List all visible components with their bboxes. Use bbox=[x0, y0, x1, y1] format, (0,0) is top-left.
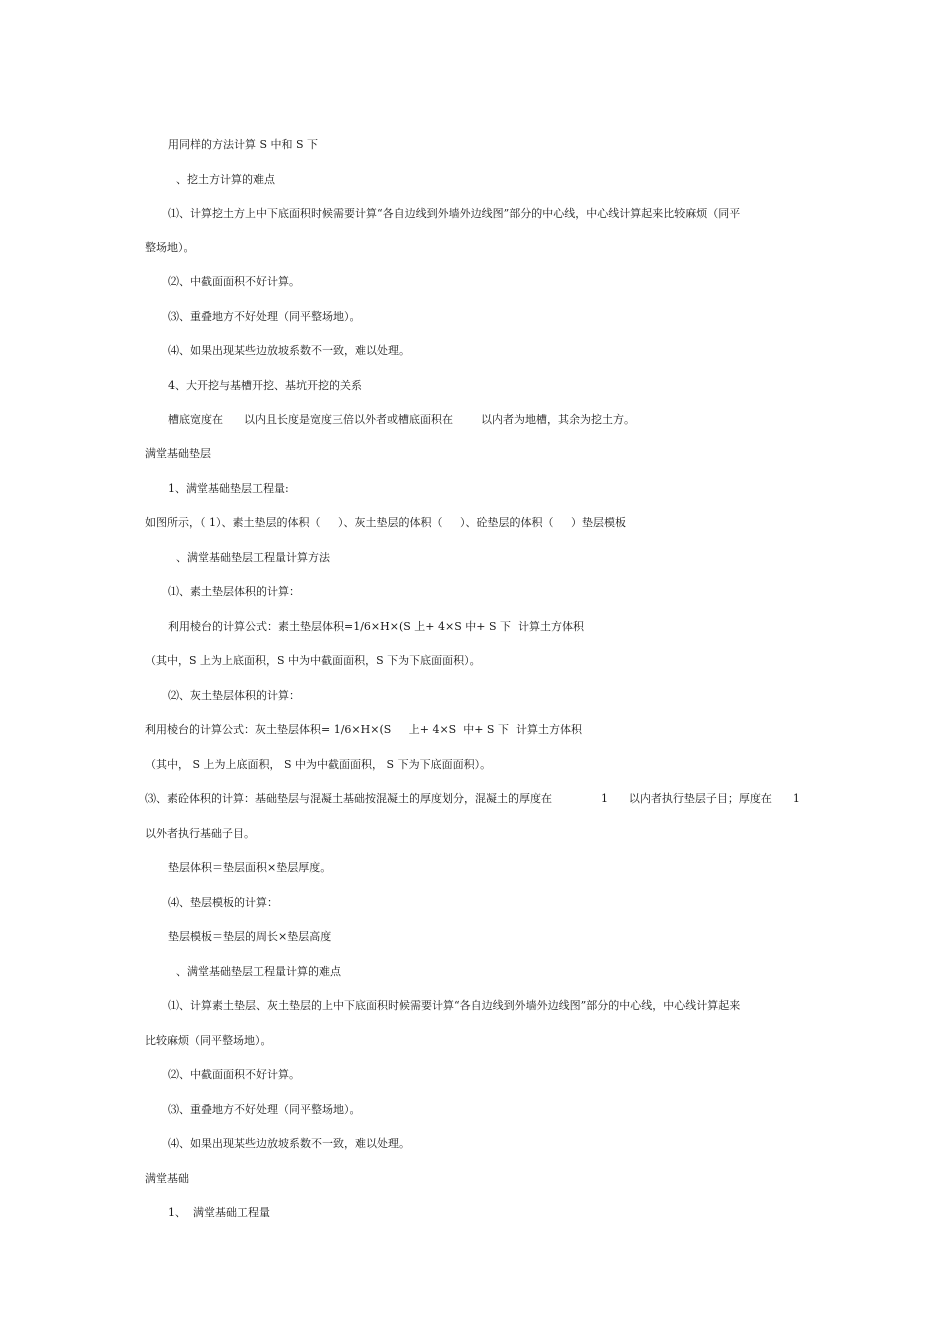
formula-line: 垫层模板＝垫层的周长×垫层高度 bbox=[168, 930, 332, 943]
text-line: 比较麻烦（同平整场地）。 bbox=[145, 1034, 272, 1047]
text-line: 如图所示，（ 1）、素土垫层的体积（ ）、灰土垫层的体积（ ）、砼垫层的体积（ ）垫层模板 bbox=[145, 516, 626, 529]
text-line: 用同样的方法计算 S 中和 S 下 bbox=[168, 138, 319, 151]
section-heading: 、满堂基础垫层工程量计算的难点 bbox=[176, 965, 341, 978]
text-line: ⑵、中截面面积不好计算。 bbox=[168, 1068, 300, 1081]
text-line: 槽底宽度在 以内且长度是宽度三倍以外者或槽底面积在 以内者为地槽，其余为挖土方。 bbox=[168, 413, 635, 426]
section-heading: 、挖土方计算的难点 bbox=[176, 173, 275, 186]
text-line: ⑴、素土垫层体积的计算： bbox=[168, 585, 300, 598]
text-line: 整场地）。 bbox=[145, 241, 195, 254]
text-line: ⑷、如果出现某些边放坡系数不一致，难以处理。 bbox=[168, 344, 410, 357]
section-heading: 1、满堂基础垫层工程量: bbox=[168, 482, 289, 495]
text-line: ⑷、垫层模板的计算： bbox=[168, 896, 278, 909]
text-line: 以外者执行基础子目。 bbox=[145, 827, 255, 840]
text-line: ⑵、中截面面积不好计算。 bbox=[168, 275, 300, 288]
text-line: （其中，S 上为上底面积，S 中为中截面面积，S 下为下底面面积）。 bbox=[145, 654, 481, 667]
formula-line: 利用棱台的计算公式：灰土垫层体积= 1/6×H×(S 上+ 4×S 中+ S 下 计算土方体积 bbox=[145, 723, 582, 736]
section-heading: 4、大开挖与基槽开挖、基坑开挖的关系 bbox=[168, 379, 362, 392]
text-line: ⑴、计算素土垫层、灰土垫层的上中下底面积时候需要计算“各自边线到外墙外边线图”部分的中心线，中心线计算起来 bbox=[168, 999, 741, 1012]
text-line: ⑴、计算挖土方上中下底面积时候需要计算“各自边线到外墙外边线图”部分的中心线，中心线计算起来比较麻烦（同平 bbox=[168, 207, 741, 220]
section-heading: 、满堂基础垫层工程量计算方法 bbox=[176, 551, 330, 564]
text-line: ⑶、重叠地方不好处理（同平整场地）。 bbox=[168, 310, 361, 323]
section-title: 满堂基础 bbox=[145, 1172, 189, 1185]
text-line: ⑶、素砼体积的计算：基础垫层与混凝土基础按混凝土的厚度划分，混凝土的厚度在 1 以内者执行垫层子目；厚度在 1 bbox=[145, 792, 800, 805]
section-title: 满堂基础垫层 bbox=[145, 447, 211, 460]
text-line: ⑷、如果出现某些边放坡系数不一致，难以处理。 bbox=[168, 1137, 410, 1150]
text-line: ⑶、重叠地方不好处理（同平整场地）。 bbox=[168, 1103, 361, 1116]
formula-line: 垫层体积＝垫层面积×垫层厚度。 bbox=[168, 861, 332, 874]
formula-line: 利用棱台的计算公式：素土垫层体积=1/6×H×(S 上+ 4×S 中+ S 下 计算土方体积 bbox=[168, 620, 584, 633]
text-line: ⑵、灰土垫层体积的计算： bbox=[168, 689, 300, 702]
section-heading: 1、 满堂基础工程量 bbox=[168, 1206, 270, 1219]
text-line: （其中， S 上为上底面积， S 中为中截面面积， S 下为下底面面积）。 bbox=[145, 758, 492, 771]
